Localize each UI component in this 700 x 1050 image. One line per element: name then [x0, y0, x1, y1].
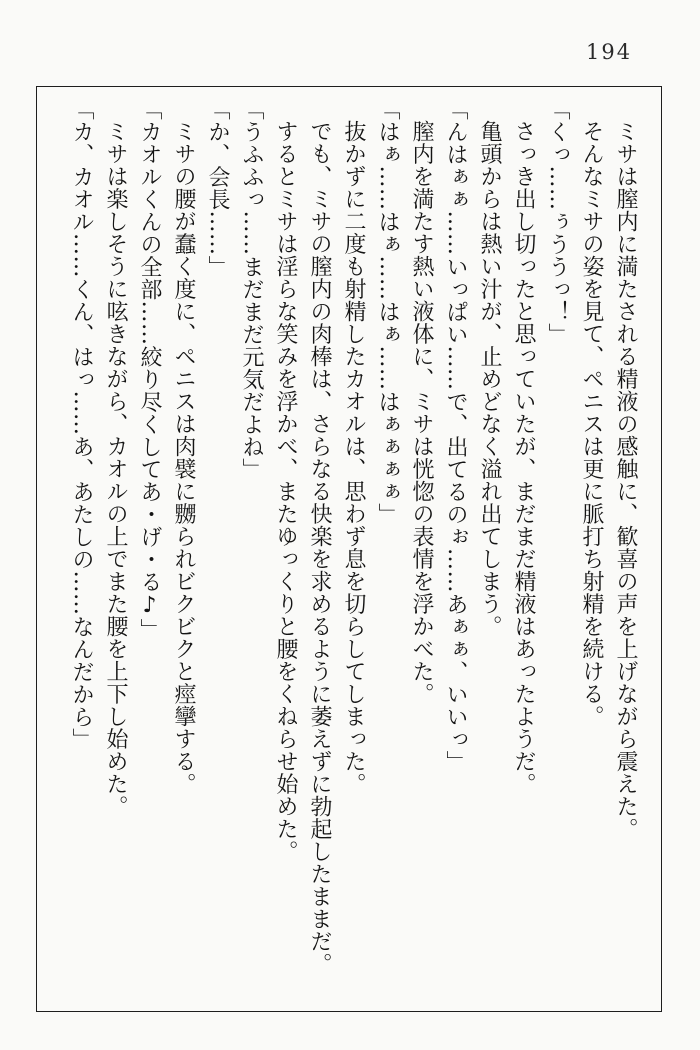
- paragraph: 膣内を満たす熱い液体に、ミサは恍惚の表情を浮かべた。: [409, 120, 434, 705]
- paragraph: 「はぁ……はぁ……はぁ……はぁぁぁぁ」: [375, 98, 400, 526]
- paragraph: 「カ、カオル……くん、はっ……あ、あたしの……なんだから」: [69, 98, 94, 751]
- paragraph: 抜かずに二度も射精したカオルは、思わず息を切らしてしまった。: [341, 120, 366, 795]
- paragraph: 「カオルくんの全部……絞り尽くしてあ・げ・る♪」: [137, 98, 162, 641]
- paragraph: 「うふふっ……まだまだ元気だよね」: [239, 98, 264, 481]
- page-number: 194: [586, 40, 633, 64]
- paragraph: 「くっ……ぅううっ！」: [545, 98, 570, 346]
- paragraph: そんなミサの姿を見て、ペニスは更に脈打ち射精を続ける。: [579, 120, 604, 728]
- paragraph: するとミサは淫らな笑みを浮かべ、またゆっくりと腰をくねらせ始めた。: [273, 120, 298, 863]
- paragraph: でも、ミサの膣内の肉棒は、さらなる快楽を求めるように萎えずに勃起したままだ。: [307, 120, 332, 975]
- text-block: [56, 98, 642, 996]
- paragraph: 亀頭からは熱い汁が、止めどなく溢れ出てしまう。: [477, 120, 502, 638]
- paragraph: 「んはぁぁ……いっぱい……で、出てるのぉ……あぁぁ、いいっ」: [443, 98, 468, 773]
- paragraph: ミサは膣内に満たされる精液の感触に、歓喜の声を上げながら震えた。: [613, 120, 638, 840]
- paragraph: ミサの腰が蠢く度に、ペニスは肉襞に嬲られビクビクと痙攣する。: [171, 120, 196, 795]
- paragraph: ミサは楽しそうに呟きながら、カオルの上でまた腰を上下し始めた。: [103, 120, 128, 818]
- paragraph: 「か、会長……」: [205, 98, 230, 278]
- paragraph: さっき出し切ったと思っていたが、まだまだ精液はあったようだ。: [511, 120, 536, 795]
